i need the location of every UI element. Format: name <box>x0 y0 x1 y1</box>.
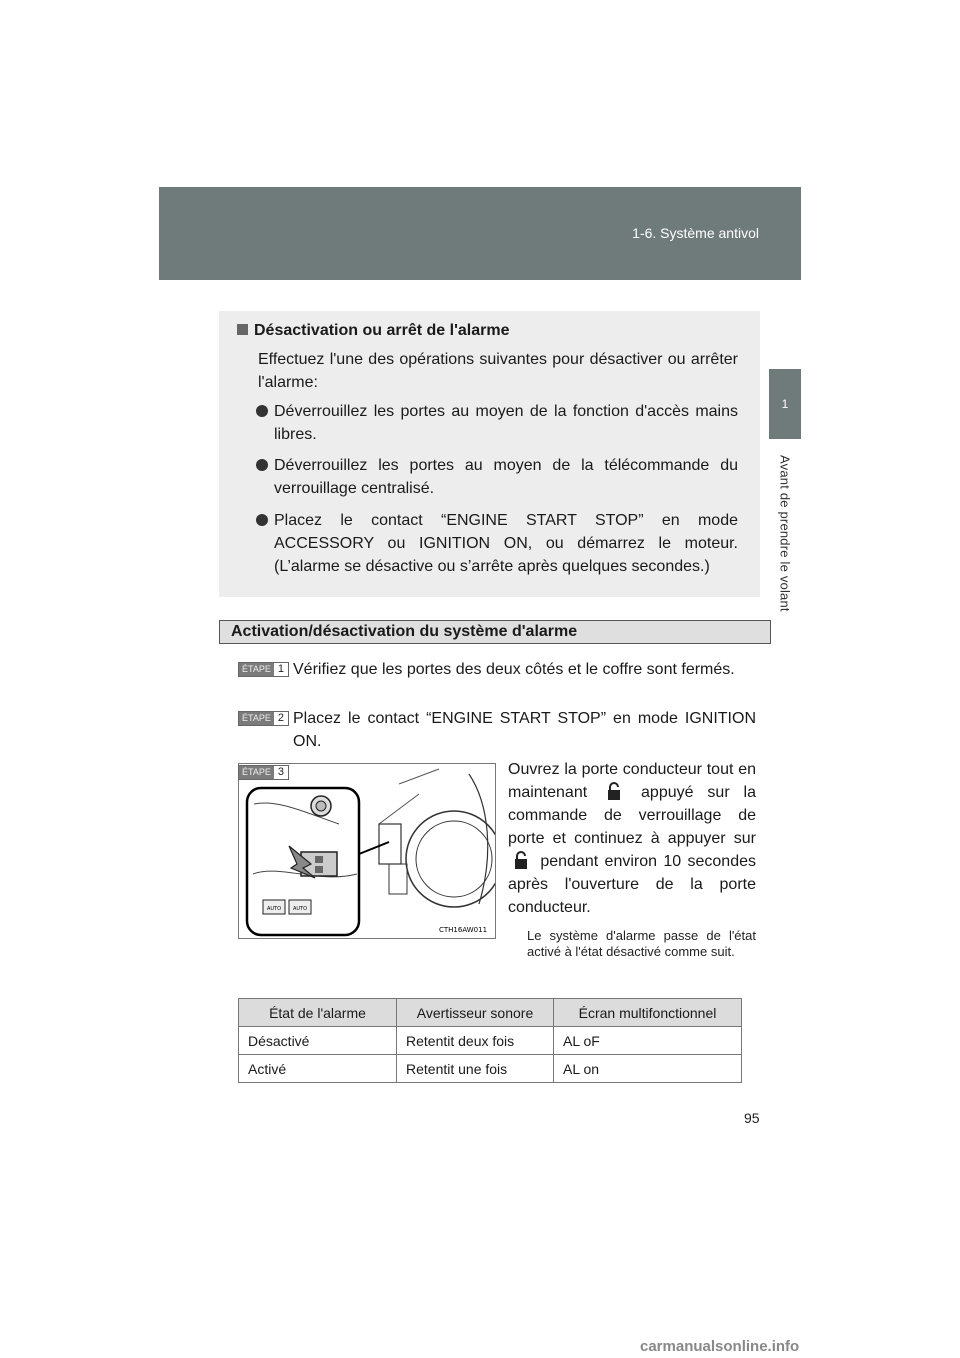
chapter-tab[interactable]: 1 <box>769 369 801 439</box>
chapter-label: Avant de prendre le volant <box>777 455 793 612</box>
column-header: Avertisseur sonore <box>397 999 554 1027</box>
note-bullet: Déverrouillez les portes au moyen de la télécommande du verrouillage centralisé. <box>256 454 738 500</box>
table-cell: Désactivé <box>239 1027 397 1055</box>
table-cell: AL on <box>554 1055 742 1083</box>
door-switch-illustration <box>238 763 496 939</box>
section-title: 1-6. Système antivol <box>632 225 759 241</box>
door-switch-drawing <box>239 764 495 938</box>
column-header: État de l'alarme <box>239 999 397 1027</box>
alarm-status-table <box>238 998 742 1083</box>
note-title: Désactivation ou arrêt de l'alarme <box>237 322 509 340</box>
figure-code: CTH16AW011 <box>439 926 488 934</box>
header-band <box>159 187 801 280</box>
unlock-icon <box>514 851 528 869</box>
note-intro: Effectuez l'une des opérations suivantes pour désactiver ou arrêter l'alarme: <box>258 351 738 391</box>
step-3-badge: ÉTAPE 3 <box>238 765 289 780</box>
watermark[interactable]: carmanualsonline.info <box>640 1338 800 1355</box>
bullet-dot-icon <box>256 405 268 417</box>
note-bullet: Placez le contact “ENGINE START STOP” en mode ACCESSORY ou IGNITION ON, ou démarrez le moteur. (L’alarme se désactive ou s’arrête après quelques secondes.) <box>256 509 738 578</box>
square-bullet-icon <box>237 324 248 335</box>
step-2-badge: ÉTAPE 2 <box>238 711 289 726</box>
table-cell: Retentit deux fois <box>397 1027 554 1055</box>
column-header: Écran multifonctionnel <box>554 999 742 1027</box>
step-3-note: Le système d'alarme passe de l'état activé à l'état désactivé comme suit. <box>527 928 756 959</box>
table-header-row <box>239 999 742 1027</box>
step-3-text: Ouvrez la porte conducteur tout en maintenant appuyé sur la commande de verrouillage de porte et continuez à appuyer sur pendant environ 10 secondes après l'ouverture de la porte conducteur. <box>508 761 757 916</box>
table-cell: Retentit une fois <box>397 1055 554 1083</box>
auto-label: AUTO <box>266 906 282 912</box>
table-row <box>239 1027 742 1055</box>
table-cell: Activé <box>239 1055 397 1083</box>
auto-label: AUTO <box>292 906 308 912</box>
step-1-text: Vérifiez que les portes des deux côtés et le coffre sont fermés. <box>293 661 735 678</box>
page-number: 95 <box>744 1110 760 1126</box>
unlock-icon <box>607 782 621 800</box>
bullet-dot-icon <box>256 514 268 526</box>
step-2-text: Placez le contact “ENGINE START STOP” en mode IGNITION ON. <box>293 710 756 750</box>
note-bullet: Déverrouillez les portes au moyen de la fonction d'accès mains libres. <box>256 400 738 446</box>
bullet-dot-icon <box>256 459 268 471</box>
table-cell: AL oF <box>554 1027 742 1055</box>
table-row <box>239 1055 742 1083</box>
section-heading: Activation/désactivation du système d'alarme <box>219 620 771 644</box>
step-1-badge: ÉTAPE 1 <box>238 662 289 677</box>
note-box <box>219 311 760 597</box>
